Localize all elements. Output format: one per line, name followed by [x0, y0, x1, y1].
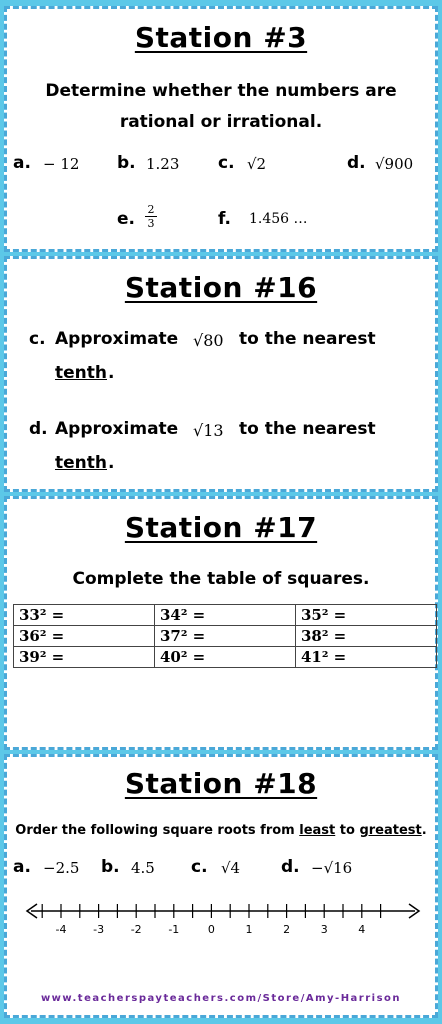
item-d-period: . [108, 453, 115, 473]
instruction-to: to [339, 823, 355, 838]
tick-label: -4 [55, 923, 67, 936]
item-c-period: . [108, 363, 115, 383]
item-a-value: −2.5 [43, 859, 80, 877]
station-17-card [4, 496, 438, 750]
tick-label: 1 [245, 923, 253, 936]
number-line [21, 887, 425, 957]
station-3-line1: Determine whether the numbers are [45, 81, 397, 101]
station-3-card [4, 6, 438, 252]
table-cell: 40² = [155, 647, 296, 668]
item-c-tenth: tenth [55, 363, 107, 383]
item-c-label: c. [218, 153, 235, 173]
station-3-title: Station #3 [134, 21, 308, 54]
table-cell: 36² = [14, 626, 155, 647]
item-d-label: d. [29, 419, 48, 439]
station-18-title: Station #18 [124, 767, 318, 800]
item-b-value: 4.5 [131, 859, 155, 877]
item-f-value: 1.456 … [249, 211, 308, 227]
table-cell: 37² = [155, 626, 296, 647]
footer-url: www.teacherspayteachers.com/Store/Amy-Harrison [40, 993, 402, 1004]
instruction-text: Order the following square roots from [15, 823, 295, 838]
station-3-line2: rational or irrational. [119, 112, 323, 132]
item-c-nearest: to the nearest [239, 329, 376, 349]
station-16-card [4, 256, 438, 492]
table-row [14, 626, 437, 647]
item-c-value: √4 [221, 859, 241, 877]
tick-label: -2 [130, 923, 142, 936]
station-17-instruction: Complete the table of squares. [72, 569, 370, 589]
item-b-label: b. [101, 857, 120, 877]
item-d-label: d. [281, 857, 300, 877]
item-c-label: c. [29, 329, 46, 349]
fraction-numerator: 2 [145, 203, 157, 217]
item-d-tenth: tenth [55, 453, 107, 473]
table-row [14, 605, 437, 626]
item-d-root: √13 [193, 421, 224, 440]
table-cell: 35² = [296, 605, 437, 626]
table-cell: 39² = [14, 647, 155, 668]
squares-table [13, 604, 437, 668]
item-d-approximate: Approximate [55, 419, 179, 439]
station-16-title: Station #16 [124, 271, 318, 304]
item-c-value: √2 [247, 155, 267, 173]
item-d-value: √900 [375, 155, 414, 173]
tick-label: 3 [320, 923, 328, 936]
table-cell: 38² = [296, 626, 437, 647]
station-17-title: Station #17 [124, 511, 318, 544]
item-d-nearest: to the nearest [239, 419, 376, 439]
instruction-greatest: greatest [359, 823, 422, 838]
item-b-value: 1.23 [146, 155, 180, 173]
station-18-instruction [7, 823, 435, 838]
item-f-label: f. [218, 209, 231, 229]
item-a-value: − 12 [43, 155, 80, 173]
station-18-card [4, 754, 438, 1018]
table-row [14, 647, 437, 668]
tick-label: 0 [207, 923, 215, 936]
instruction-least: least [299, 823, 336, 838]
item-d-value: −√16 [311, 859, 353, 877]
item-c-label: c. [191, 857, 208, 877]
item-c-root: √80 [193, 331, 224, 350]
tick-label: -1 [168, 923, 180, 936]
table-cell: 34² = [155, 605, 296, 626]
table-cell: 41² = [296, 647, 437, 668]
item-a-label: a. [13, 153, 31, 173]
tick-label: 4 [358, 923, 366, 936]
tick-label: 2 [283, 923, 291, 936]
fraction-denominator: 3 [147, 217, 155, 230]
item-b-label: b. [117, 153, 136, 173]
item-e-label: e. [117, 209, 135, 229]
item-e-fraction [145, 203, 157, 230]
instruction-period: . [421, 823, 427, 838]
item-d-label: d. [347, 153, 366, 173]
item-c-approximate: Approximate [55, 329, 179, 349]
tick-label: -3 [93, 923, 105, 936]
table-cell: 33² = [14, 605, 155, 626]
item-a-label: a. [13, 857, 31, 877]
